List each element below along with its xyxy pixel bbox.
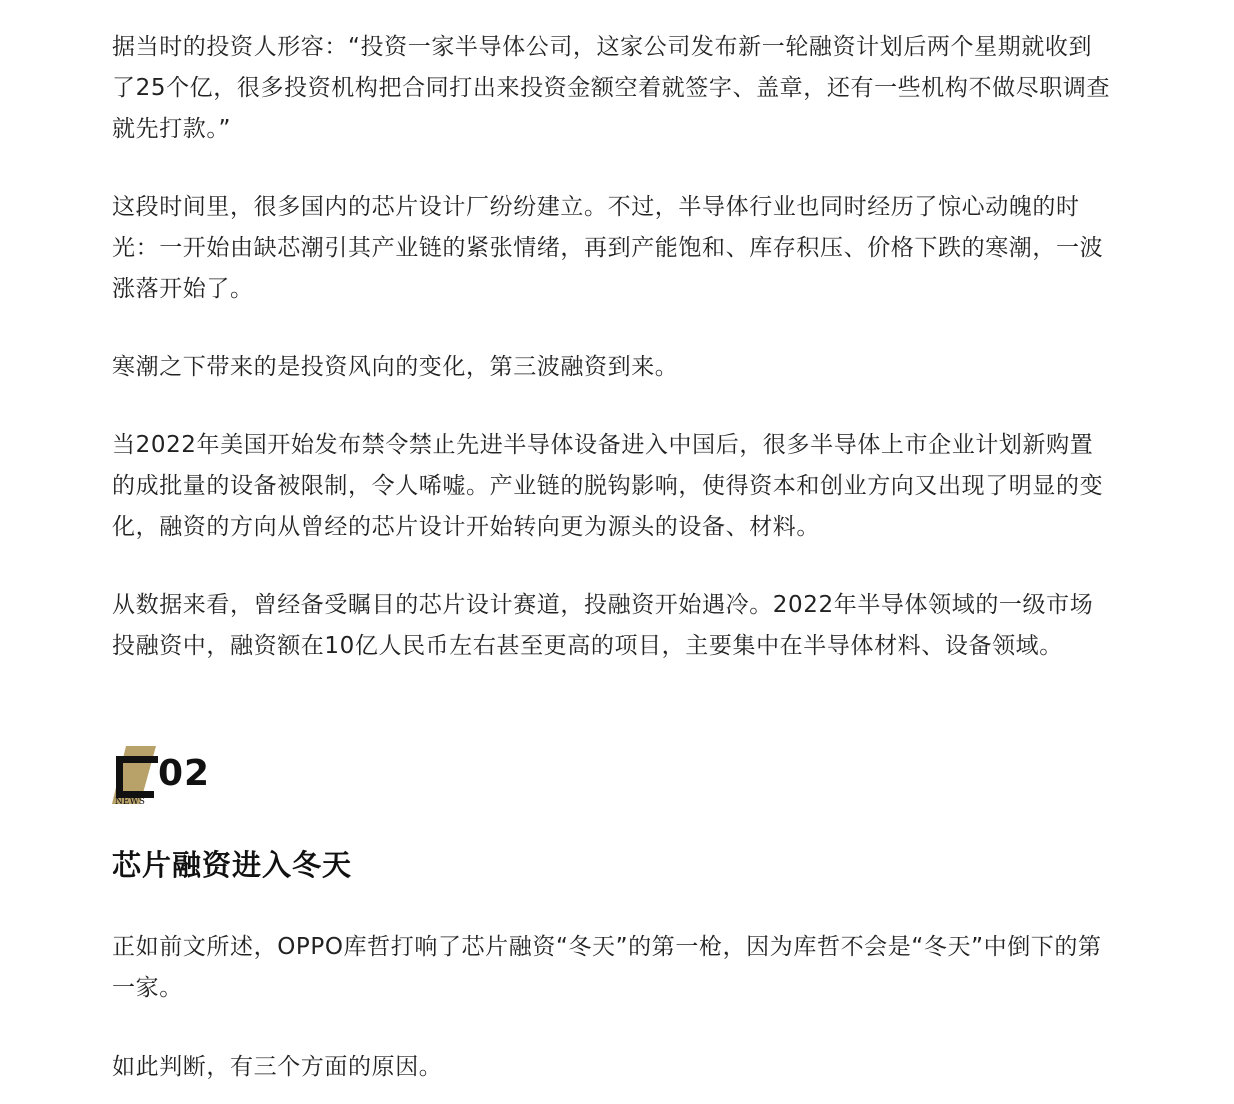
article-paragraph: 从数据来看，曾经备受瞩目的芯片设计赛道，投融资开始遇冷。2022年半导体领域的一级市场投融资中，融资额在10亿人民币左右甚至更高的项目，主要集中在半导体材料、设备领域。 — [112, 592, 1094, 659]
section-number-badge — [112, 742, 222, 808]
article-paragraph: 如此判断，有三个方面的原因。 — [112, 1054, 443, 1080]
article-paragraph: 正如前文所述，OPPO库哲打响了芯片融资“冬天”的第一枪，因为库哲不会是“冬天”中倒下的第一家。 — [112, 934, 1102, 1001]
section-title: 芯片融资进入冬天 — [112, 848, 353, 882]
badge-news-text: NEWS — [115, 797, 145, 807]
article-paragraph: 寒潮之下带来的是投资风向的变化，第三波融资到来。 — [112, 354, 679, 380]
article-paragraph: 这段时间里，很多国内的芯片设计厂纷纷建立。不过，半导体行业也同时经历了惊心动魄的时光：一开始由缺芯潮引其产业链的紧张情绪，再到产能饱和、库存积压、价格下跌的寒潮，一波涨落开始了。 — [112, 194, 1104, 302]
article-paragraph: 据当时的投资人形容：“投资一家半导体公司，这家公司发布新一轮融资计划后两个星期就收到了25个亿，很多投资机构把合同打出来投资金额空着就签字、盖章，还有一些机构不做尽职调查就先打款。” — [112, 34, 1111, 142]
section-number: 02 — [158, 753, 211, 794]
article-paragraph: 当2022年美国开始发布禁令禁止先进半导体设备进入中国后，很多半导体上市企业计划新购置的成批量的设备被限制，令人唏嘘。产业链的脱钩影响，使得资本和创业方向又出现了明显的变化，融资的方向从曾经的芯片设计开始转向更为源头的设备、材料。 — [112, 432, 1104, 540]
news-badge-icon — [112, 742, 162, 808]
